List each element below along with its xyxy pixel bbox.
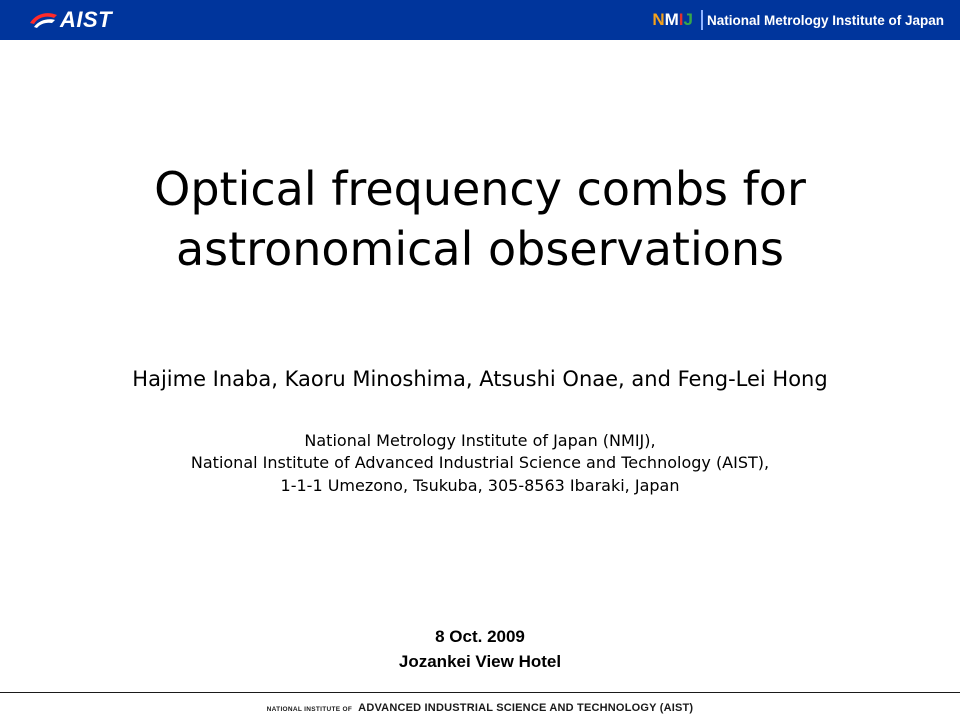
nmij-institute-name: National Metrology Institute of Japan: [706, 12, 944, 28]
nmij-logo-n: N: [652, 10, 665, 29]
footer: [0, 698, 960, 716]
nmij-logo-m: M: [664, 10, 679, 29]
authors: Hajime Inaba, Kaoru Minoshima, Atsushi Onae, and Feng-Lei Hong: [132, 367, 828, 391]
event-info: [0, 625, 960, 674]
affiliation: [0, 430, 960, 497]
nmij-logo-i: I: [678, 10, 684, 29]
footer-institute-name: ADVANCED INDUSTRIAL SCIENCE AND TECHNOLOGY (AIST): [358, 702, 694, 714]
aist-logo-text: AIST: [60, 7, 113, 32]
nmij-logo-j: J: [683, 10, 693, 29]
footer-prefix: NATIONAL INSTITUTE OF: [266, 706, 353, 713]
footer-divider: [0, 692, 960, 693]
slide-title-line-1: Optical frequency combs for: [154, 162, 806, 216]
nmij-branding: [652, 10, 944, 30]
slide-title-line-2: astronomical observations: [175, 221, 785, 276]
affiliation-line-2: National Institute of Advanced Industrial Science and Technology (AIST),: [190, 453, 770, 473]
aist-swoosh-icon: [28, 9, 58, 31]
event-date: 8 Oct. 2009: [435, 627, 525, 646]
affiliation-line-1: National Metrology Institute of Japan (NMIJ),: [304, 431, 656, 450]
affiliation-line-3: 1-1-1 Umezono, Tsukuba, 305-8563 Ibaraki, Japan: [280, 475, 680, 495]
slide-title: [0, 160, 960, 280]
nmij-logo: [652, 10, 693, 30]
aist-logo: [28, 8, 112, 32]
nmij-divider: [701, 10, 703, 30]
event-venue: Jozankei View Hotel: [398, 651, 562, 671]
header-bar: [0, 0, 960, 40]
